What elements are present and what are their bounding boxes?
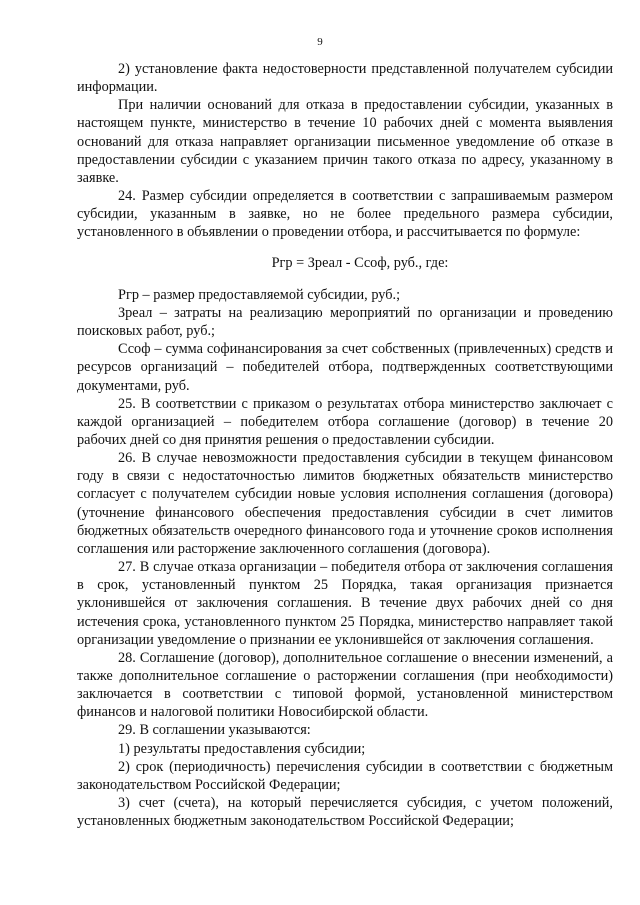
- paragraph-27: 27. В случае отказа организации – победителя отбора от заключения соглашения в срок, установленный пунктом 25 Порядка, такая организация признается уклонившейся от заключения соглашения. В течение двух рабочих дней со дня истечения срока, установленного пунктом 25 Порядка, министерство направляет такой организации уведомление о признании ее уклонившейся от заключения соглашения.: [77, 559, 613, 648]
- paragraph-29: 29. В соглашении указываются:: [118, 722, 311, 739]
- list-item-2: 2) срок (периодичность) перечисления субсидии в соответствии с бюджетным законодательством Российской Федерации;: [77, 758, 613, 793]
- paragraph-def-ssof: Ссоф – сумма софинансирования за счет собственных (привлеченных) средств и ресурсов организаций – победителей отбора, подтвержденных соответствующими документами, руб.: [77, 341, 613, 394]
- paragraph-def-zreal: Зреал – затраты на реализацию мероприятий по организации и проведению поисковых работ, руб.;: [77, 304, 613, 340]
- list-item-3: 3) счет (счета), на который перечисляется субсидия, с учетом положений, установленных бюджетным законодательством Российской Федерации;: [77, 795, 613, 830]
- paragraph-def-rgr: Ргр – размер предоставляемой субсидии, руб.;: [118, 286, 401, 303]
- paragraph-24: 24. Размер субсидии определяется в соответствии с запрашиваемым размером субсидии, указанным в заявке, но не более предельного размера субсидии, установленного в объявлении о проведении отбора, и рассчитывается по формуле:: [77, 188, 613, 241]
- paragraph-25: 25. В соответствии с приказом о результатах отбора министерство заключает с каждой организацией – победителем отбора соглашение (договор) в течение 20 рабочих дней со дня принятия решения о предоставлении субсидии.: [77, 395, 613, 448]
- formula: Ргр = Зреал - Ссоф, руб., где:: [271, 254, 449, 271]
- paragraph-refusal-notice: При наличии оснований для отказа в предоставлении субсидии, указанных в настоящем пункте, министерство в течение 10 рабочих дней с момента выявления оснований для отказа направляет организации письменное уведомление об отказе в предоставлении субсидии с указанием причин такого отказа по адресу, указанному в заявке.: [77, 97, 613, 186]
- paragraph-item-2: 2) установление факта недостоверности представленной получателем субсидии информации.: [77, 61, 613, 96]
- list-item-1: 1) результаты предоставления субсидии;: [118, 740, 366, 757]
- page-number: 9: [317, 36, 323, 48]
- paragraph-26: 26. В случае невозможности предоставления субсидии в текущем финансовом году в связи с недостаточностью лимитов бюджетных обязательств министерство согласует с получателем субсидии новые условия исполнения соглашения (договора) (уточнение финансового обеспечения предоставления субсидии в счет лимитов бюджетных обязательств очередного финансового года и уточнение сроков исполнения соглашения или расторжение заключенного соглашения (договора).: [77, 450, 613, 557]
- document-body: [77, 60, 613, 830]
- paragraph-28: 28. Соглашение (договор), дополнительное соглашение о внесении изменений, а также дополнительное соглашение о расторжении соглашения (при необходимости) заключается в соответствии с типовой формой, установленной министерством финансов и налоговой политики Новосибирской области.: [77, 649, 613, 721]
